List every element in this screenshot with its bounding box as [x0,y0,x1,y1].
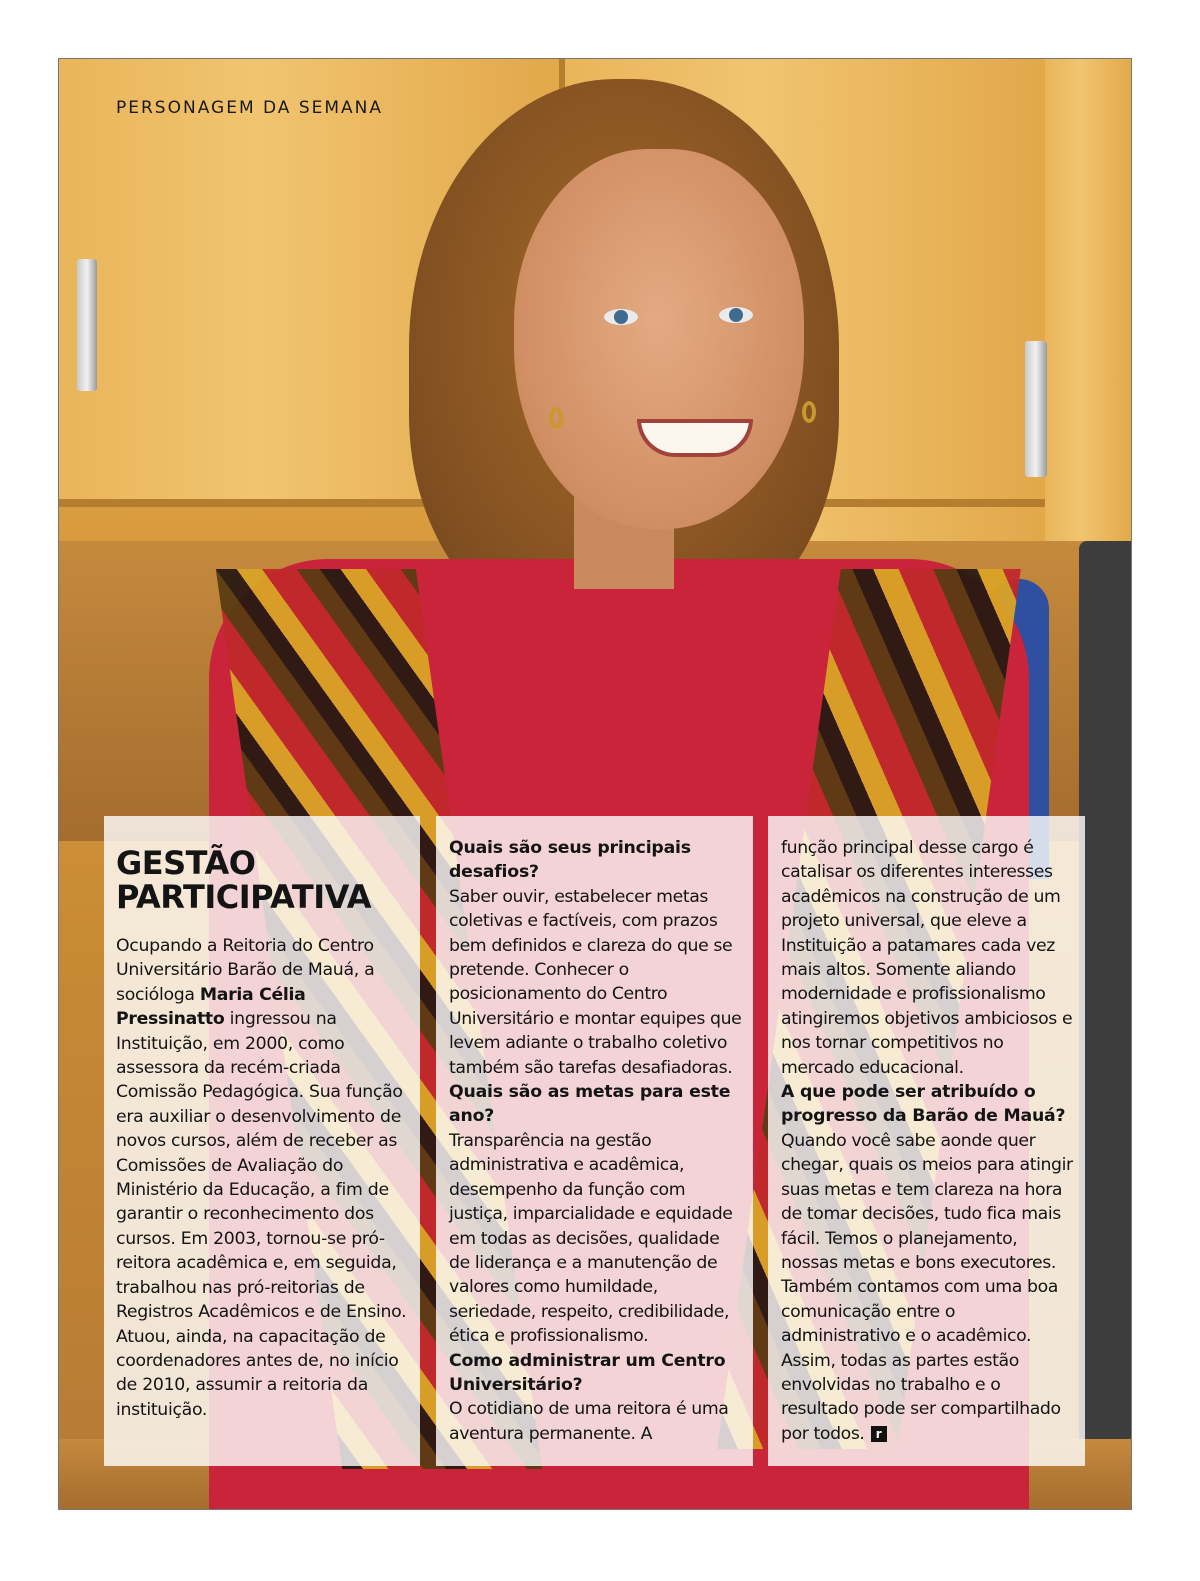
interviewee-name: Maria Célia Pressinatto [116,984,306,1030]
article-column-3 [768,816,1085,1466]
question-1: Quais são seus principais desafios? [449,838,691,883]
article-title [116,846,410,914]
question-2: Quais são as metas para este ano? [449,1082,731,1127]
end-mark-icon: r [871,1426,887,1442]
cabinet-door-edge [1045,59,1132,579]
title-line-1: GESTÃO [116,844,256,882]
article-column-2 [436,816,753,1466]
earring-left [549,407,563,429]
answer-1: Saber ouvir, estabelecer metas coletivas e factíveis, com prazos bem definidos e clareza do que se pretende. Conhecer o posicionamento do Centro Universitário e montar equipes que levem adiante o trabalho coletivo também são tarefas desafiadoras. [449,886,742,1078]
intro-text-start: Ocupando a Reitoria do Centro Universitário Barão de Mauá, a socióloga [116,936,375,1005]
computer-monitor [1079,541,1132,1510]
title-line-2: PARTICIPATIVA [116,878,371,916]
answer-3-part-1: O cotidiano de uma reitora é uma aventura permanente. A [449,1399,729,1444]
right-eye [719,307,753,323]
question-4: A que pode ser atribuído o progresso da Barão de Mauá? [781,1082,1066,1127]
answer-2: Transparência na gestão administrativa e acadêmica, desempenho da função com justiça, imparcialidade e equidade em todas as decisões, qualidade de liderança e a manutenção de valores como humildade, seriedade, respeito, credibilidade, ética e profissionalismo. [449,1130,733,1347]
article-column-1 [104,816,420,1466]
cabinet-handle-left [77,259,97,391]
section-label: PERSONAGEM DA SEMANA [116,98,384,118]
cabinet-handle-right [1025,341,1047,477]
left-eye [604,309,638,325]
intro-text-end: ingressou na Instituição, em 2000, como assessora da recém-criada Comissão Pedagógica. Sua função era auxiliar o desenvolvimento de novos cursos, além de receber as Comissões de Avaliação do Ministério da Educação, a fim de garantir o reconhecimento dos cursos. Em 2003, tornou-se pró-reitora acadêmica e, em seguida, trabalhou nas pró-reitorias de Registros Acadêmicos e de Ensino. Atuou, ainda, na capacitação de coordenadores antes de, no início de 2010, assumir a reitoria da instituição. [116,1009,407,1420]
face [514,149,804,529]
answer-3-part-2: função principal desse cargo é catalisar os diferentes interesses acadêmicos na construção de um projeto universal, que eleve a Instituição a patamares cada vez mais altos. Somente aliando modernidade e profissionalismo atingiremos objetivos ambiciosos e nos tornar competitivos no mercado educacional. [781,838,1073,1078]
answer-4-text: Quando você sabe aonde quer chegar, quais os meios para atingir suas metas e tem clareza na hora de tomar decisões, tudo fica mais fácil. Temos o planejamento, nossas metas e bons executores. Também contamos com uma boa comunicação entre o administrativo e o acadêmico. Assim, todas as partes estão envolvidas no trabalho e o resultado pode ser compartilhado por todos. [781,1130,1073,1444]
earring-right [802,401,816,423]
question-3: Como administrar um Centro Universitário? [449,1350,726,1395]
answer-4 [781,1129,1079,1446]
intro-paragraph [116,934,410,1422]
